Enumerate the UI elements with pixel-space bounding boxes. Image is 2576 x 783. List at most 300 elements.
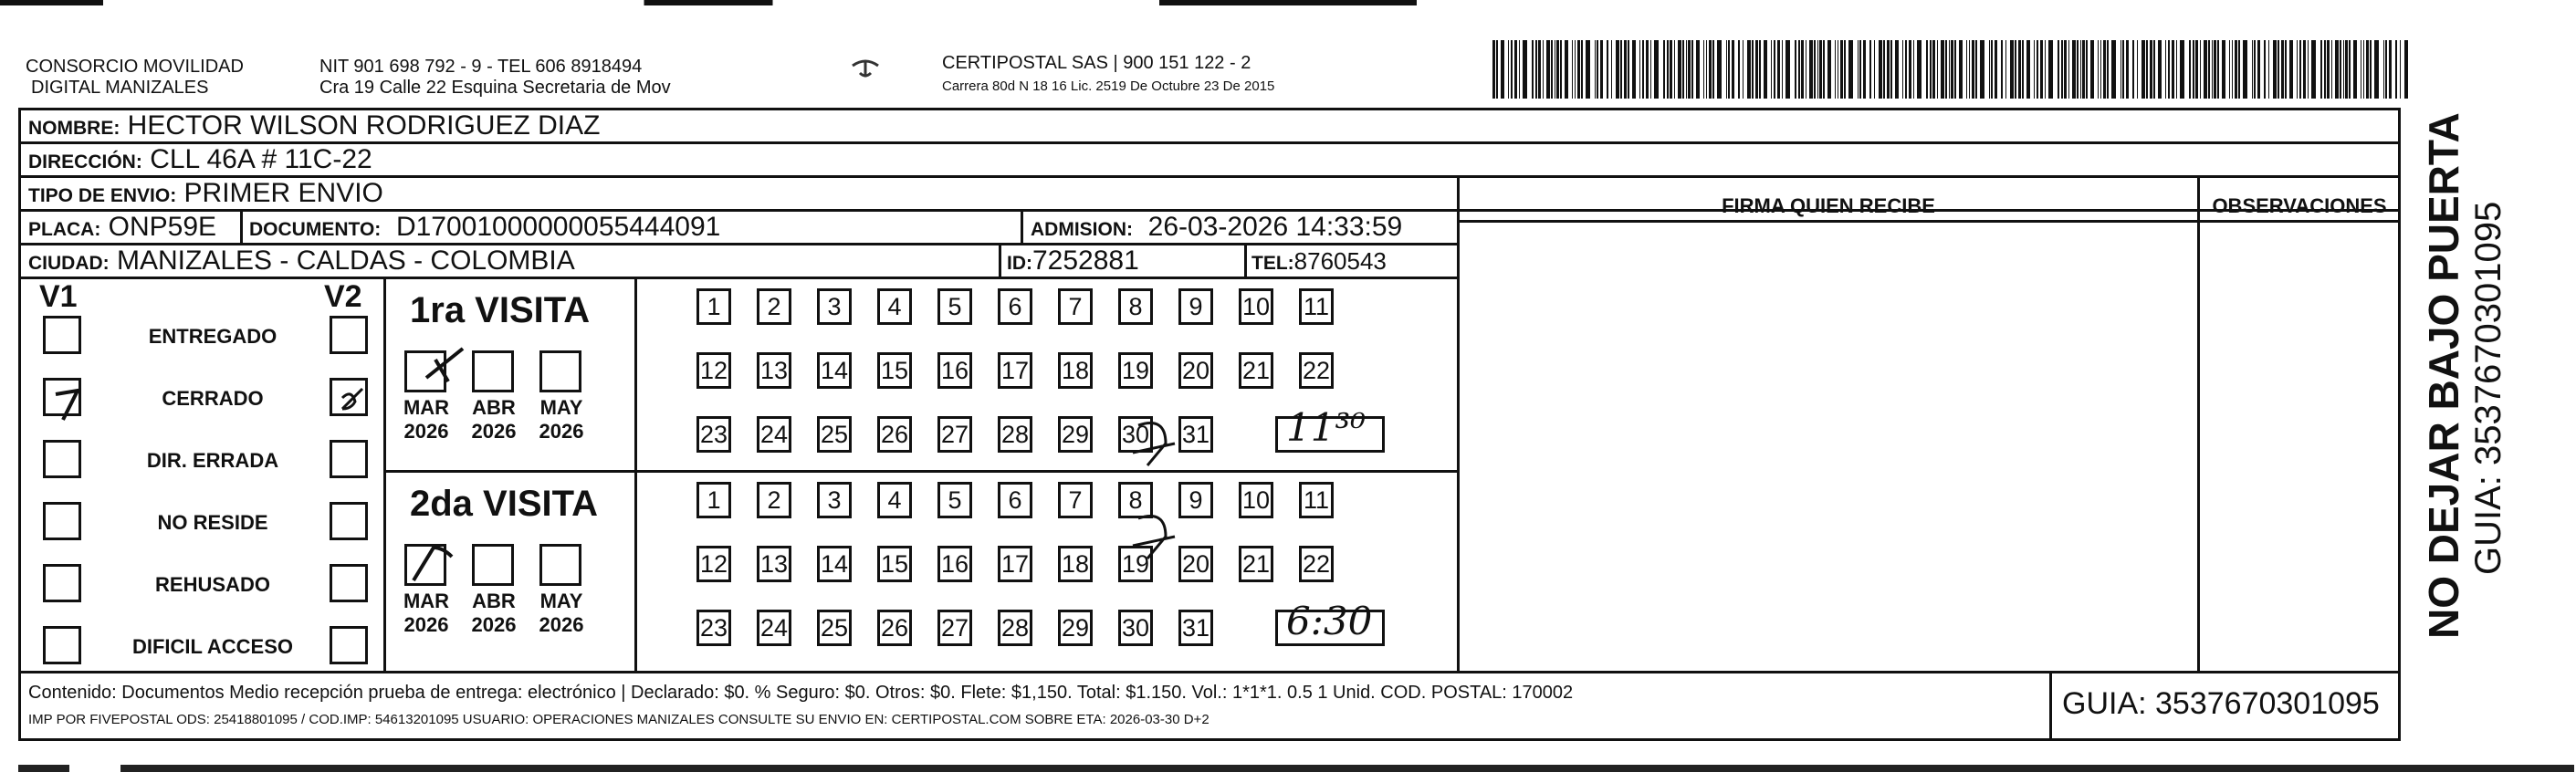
day-box[interactable]: 9 [1178, 288, 1213, 325]
barcode-bar [2353, 40, 2357, 99]
barcode-bar [1597, 40, 1598, 99]
barcode-bar [1607, 40, 1608, 99]
day-box[interactable]: 11 [1299, 482, 1334, 518]
barcode-bar [1581, 40, 1583, 99]
barcode-bar [1801, 40, 1804, 99]
day-box[interactable]: 21 [1239, 546, 1273, 582]
barcode-bar [1691, 40, 1693, 99]
tipo-value: PRIMER ENVIO [183, 178, 383, 208]
day-box[interactable]: 13 [757, 546, 791, 582]
status-option-label: ENTREGADO [148, 325, 277, 348]
day-box[interactable]: 4 [877, 482, 912, 518]
barcode-bar [2324, 40, 2326, 99]
barcode-bar [2243, 40, 2247, 99]
v1-label: V1 [39, 279, 78, 314]
row-placa: PLACA: ONP59E DOCUMENTO: D17001000000055444091 ADMISION: 26-03-2026 14:33:59 [21, 212, 1457, 245]
barcode-bar [1890, 40, 1892, 99]
admision-value: 26-03-2026 14:33:59 [1147, 212, 1403, 242]
barcode-bar [1917, 40, 1922, 99]
barcode-bar [2080, 40, 2081, 99]
barcode-bar [2058, 40, 2059, 99]
barcode-bar [2389, 40, 2392, 99]
day-box[interactable]: 9 [1178, 482, 1213, 518]
barcode-bar [2395, 40, 2397, 99]
day-box[interactable]: 23 [696, 416, 731, 453]
day-box[interactable]: 29 [1058, 610, 1093, 646]
day-box[interactable]: 17 [998, 546, 1032, 582]
day-box[interactable]: 24 [757, 610, 791, 646]
day-box[interactable]: 15 [877, 352, 912, 389]
barcode-bar [1556, 40, 1559, 99]
barcode-bar [1663, 40, 1665, 99]
vertical-warning [2419, 112, 2529, 639]
barcode-bar [2278, 40, 2279, 99]
firma-label: FIRMA QUIEN RECIBE [1722, 194, 1935, 217]
barcode-bar [2068, 40, 2069, 99]
barcode-bar [1616, 40, 1619, 99]
barcode-bar [1980, 40, 1984, 99]
barcode-bar [1774, 40, 1775, 99]
month-year: 2026 [403, 613, 449, 636]
barcode-bar [2037, 40, 2038, 99]
footer-guia: GUIA: 3537670301095 [2062, 686, 2380, 721]
day-box[interactable]: 18 [1058, 352, 1093, 389]
day-box[interactable]: 3 [817, 482, 852, 518]
documento-value: D17001000000055444091 [395, 212, 721, 242]
barcode-bar [2005, 40, 2006, 99]
day-box[interactable]: 20 [1178, 352, 1213, 389]
barcode-bar [2010, 40, 2014, 99]
barcode-bar [2340, 40, 2341, 99]
barcode-bar [2090, 40, 2094, 99]
day-box[interactable]: 20 [1178, 546, 1213, 582]
day-box[interactable]: 30 [1118, 416, 1153, 453]
day-box[interactable]: 7 [1058, 482, 1093, 518]
handwritten-month-mark [408, 535, 481, 594]
barcode-bar [1565, 40, 1568, 99]
observaciones-column [2197, 178, 2200, 671]
barcode-bar [1511, 40, 1513, 99]
day-box[interactable]: 6 [998, 482, 1032, 518]
barcode-bar [1709, 40, 1712, 99]
barcode-bar [1954, 40, 1956, 99]
month-label [399, 396, 454, 444]
handwritten-check-mark [54, 387, 81, 428]
barcode-bar [1532, 40, 1534, 99]
barcode-bar [1501, 40, 1504, 99]
barcode-bar [2086, 40, 2088, 99]
status-v2-checkbox[interactable] [330, 502, 368, 540]
ciudad-value: MANIZALES - CALDAS - COLOMBIA [117, 245, 575, 276]
no-dejar-text: NO DEJAR BAJO PUERTA [2420, 112, 2467, 639]
barcode-bar [1785, 40, 1790, 99]
barcode-bar [2374, 40, 2379, 99]
day-box[interactable]: 30 [1118, 610, 1153, 646]
barcode-bar [1743, 40, 1744, 99]
barcode-bar [2252, 40, 2253, 99]
day-box[interactable]: 3 [817, 288, 852, 325]
id-value: 7252881 [1032, 245, 1139, 276]
barcode-bar [1819, 40, 1822, 99]
barcode-bar [2026, 40, 2030, 99]
month-name: MAR [403, 590, 450, 612]
barcode-bar [2100, 40, 2101, 99]
handwritten-time: 6:30 [1286, 599, 1373, 643]
day-box[interactable]: 17 [998, 352, 1032, 389]
barcode-bar [2193, 40, 2194, 99]
barcode-bar [2132, 40, 2134, 99]
barcode-bar [2015, 40, 2016, 99]
vertical-guia-text: GUIA: 3537670301095 [2468, 201, 2508, 575]
barcode-bar [1728, 40, 1730, 99]
day-box[interactable]: 26 [877, 610, 912, 646]
barcode-bar [2001, 40, 2003, 99]
barcode-bar [2150, 40, 2152, 99]
status-v2-checkbox[interactable] [330, 440, 368, 478]
day-box[interactable]: 6 [998, 288, 1032, 325]
barcode-bar [2153, 40, 2155, 99]
barcode-bar [1777, 40, 1780, 99]
barcode-bar [2072, 40, 2076, 99]
day-box[interactable]: 28 [998, 416, 1032, 453]
barcode-bar [2363, 40, 2364, 99]
barcode-bar [1546, 40, 1550, 99]
barcode-bar [1496, 40, 1498, 99]
barcode-bar [1543, 40, 1544, 99]
barcode-bar [2232, 40, 2233, 99]
barcode-bar [2034, 40, 2035, 99]
barcode-bar [1840, 40, 1843, 99]
barcode-bar [1650, 40, 1651, 99]
company-nit: NIT 901 698 792 - 9 - TEL 606 8918494 Cra 19 Calle 22 Esquina Secretaria de Mov [319, 57, 671, 98]
handwritten-check-mark [339, 385, 366, 417]
handwritten-day-mark [1129, 509, 1193, 569]
form-frame [18, 108, 2401, 741]
status-v1-checkbox[interactable] [43, 626, 81, 664]
barcode-bar [1639, 40, 1640, 99]
barcode-bar [1628, 40, 1629, 99]
status-v2-checkbox[interactable] [330, 316, 368, 354]
bottom-torn-edge [18, 765, 2574, 772]
barcode-bar [2189, 40, 2191, 99]
barcode-bar [2229, 40, 2230, 99]
month-checkbox[interactable] [539, 350, 581, 392]
row-nombre: NOMBRE: HECTOR WILSON RODRIGUEZ DIAZ [21, 110, 2398, 144]
day-box[interactable]: 5 [937, 288, 972, 325]
status-block [21, 279, 386, 671]
barcode-bar [1959, 40, 1963, 99]
status-option-label: NO RESIDE [157, 511, 268, 534]
handwritten-month-mark [408, 341, 481, 401]
direccion-value: CLL 46A # 11C-22 [150, 144, 372, 174]
barcode-bar [1667, 40, 1669, 99]
day-box[interactable]: 16 [937, 546, 972, 582]
day-box[interactable]: 25 [817, 416, 852, 453]
barcode-bar [1848, 40, 1853, 99]
status-v2-checkbox[interactable] [330, 626, 368, 664]
barcode-bar [2285, 40, 2287, 99]
barcode-bar [1945, 40, 1947, 99]
barcode-bar [1654, 40, 1659, 99]
visit-2-block [386, 473, 1457, 671]
placa-value: ONP59E [108, 212, 217, 242]
barcode-bar [1817, 40, 1818, 99]
barcode-bar [1869, 40, 1871, 99]
barcode-bar [2257, 40, 2260, 99]
barcode-bar [1600, 40, 1603, 99]
barcode-bar [1712, 40, 1714, 99]
day-box[interactable]: 21 [1239, 352, 1273, 389]
day-box[interactable]: 23 [696, 610, 731, 646]
day-box[interactable]: 31 [1178, 610, 1213, 646]
barcode-bar [1703, 40, 1704, 99]
day-box[interactable]: 29 [1058, 416, 1093, 453]
barcode-bar [1560, 40, 1562, 99]
barcode-bar [2168, 40, 2170, 99]
barcode-bar [1859, 40, 1861, 99]
courier-address: Carrera 80d N 18 16 Lic. 2519 De Octubre 23 De 2015 [942, 78, 1275, 94]
barcode-bar [2126, 40, 2129, 99]
barcode-bar [1941, 40, 1944, 99]
barcode-bar [2254, 40, 2256, 99]
day-box[interactable]: 19 [1118, 546, 1153, 582]
handwritten-day-mark [1129, 416, 1193, 475]
month-year: 2026 [471, 613, 517, 636]
month-year: 2026 [471, 420, 517, 443]
day-box[interactable]: 27 [937, 416, 972, 453]
barcode-bar [1738, 40, 1740, 99]
barcode-bar [2048, 40, 2053, 99]
barcode-bar [2331, 40, 2332, 99]
barcode-bar [1538, 40, 1541, 99]
day-box[interactable]: 12 [696, 352, 731, 389]
month-name: MAY [539, 396, 583, 419]
barcode [1492, 40, 2405, 99]
month-year: 2026 [403, 420, 449, 443]
day-box[interactable]: 25 [817, 610, 852, 646]
footer [21, 671, 2398, 738]
visit-2-title: 2da VISITA [410, 484, 598, 524]
status-option-label: CERRADO [162, 387, 264, 410]
day-box[interactable]: 1 [696, 288, 731, 325]
day-box[interactable]: 13 [757, 352, 791, 389]
barcode-bar [1909, 40, 1911, 99]
company-name: CONSORCIO MOVILIDAD DIGITAL MANIZALES [26, 57, 244, 98]
day-box[interactable]: 8 [1118, 288, 1153, 325]
barcode-bar [1863, 40, 1866, 99]
day-box[interactable]: 10 [1239, 482, 1273, 518]
barcode-bar [2137, 40, 2138, 99]
barcode-bar [1949, 40, 1950, 99]
barcode-bar [1926, 40, 1928, 99]
day-box[interactable]: 31 [1178, 416, 1213, 453]
barcode-bar [1706, 40, 1707, 99]
barcode-bar [1966, 40, 1967, 99]
day-box[interactable]: 8 [1118, 482, 1153, 518]
barcode-bar [1995, 40, 1997, 99]
barcode-bar [1508, 40, 1509, 99]
courier-name: CERTIPOSTAL SAS | 900 151 122 - 2 [942, 53, 1251, 73]
barcode-bar [2141, 40, 2145, 99]
barcode-bar [2370, 40, 2372, 99]
barcode-bar [2308, 40, 2309, 99]
barcode-bar [1514, 40, 1517, 99]
barcode-bar [1642, 40, 1644, 99]
barcode-bar [1686, 40, 1687, 99]
barcode-bar [1759, 40, 1761, 99]
barcode-bar [2273, 40, 2277, 99]
barcode-bar [2281, 40, 2284, 99]
barcode-bar [2045, 40, 2046, 99]
day-box[interactable]: 11 [1299, 288, 1334, 325]
barcode-bar [2235, 40, 2237, 99]
barcode-bar [1883, 40, 1885, 99]
barcode-bar [1902, 40, 1903, 99]
barcode-bar [1771, 40, 1772, 99]
barcode-bar [1814, 40, 1816, 99]
barcode-bar [1519, 40, 1520, 99]
month-name: MAR [403, 396, 450, 419]
day-box[interactable]: 10 [1239, 288, 1273, 325]
barcode-bar [1991, 40, 1993, 99]
barcode-bar [2082, 40, 2085, 99]
barcode-bar [2212, 40, 2213, 99]
barcode-bar [2018, 40, 2021, 99]
barcode-bar [2064, 40, 2067, 99]
barcode-bar [1798, 40, 1800, 99]
barcode-bar [2146, 40, 2148, 99]
row-ciudad: CIUDAD: MANIZALES - CALDAS - COLOMBIA ID:7252881 TEL:8760543 [21, 245, 1457, 279]
status-v2-checkbox[interactable] [330, 564, 368, 602]
barcode-bar [2335, 40, 2339, 99]
barcode-bar [1930, 40, 1932, 99]
barcode-bar [1646, 40, 1649, 99]
day-box[interactable]: 27 [937, 610, 972, 646]
barcode-bar [2264, 40, 2266, 99]
barcode-bar [1969, 40, 1970, 99]
status-option-label: DIFICIL ACCESO [131, 635, 293, 658]
barcode-bar [2345, 40, 2348, 99]
barcode-bar [2289, 40, 2293, 99]
status-v1-checkbox[interactable] [43, 316, 81, 354]
barcode-bar [2098, 40, 2099, 99]
visit-1-title: 1ra VISITA [410, 290, 591, 330]
day-box[interactable]: 5 [937, 482, 972, 518]
month-label [399, 590, 454, 637]
day-box[interactable]: 22 [1299, 352, 1334, 389]
month-checkbox[interactable] [539, 544, 581, 586]
barcode-bar [2404, 40, 2408, 99]
footer-contenido: Contenido: Documentos Medio recepción prueba de entrega: electrónico | Declarado: $0. % Seguro: $0. Otros: $0. Flete: $1,150. Total: $1.150. Vol.: 1*1*1. 0.5 1 Unid. COD. POSTAL: 170002 [28, 683, 1574, 703]
status-v1-checkbox[interactable] [43, 502, 81, 540]
barcode-bar [1535, 40, 1537, 99]
barcode-bar [2383, 40, 2384, 99]
barcode-bar [1572, 40, 1573, 99]
barcode-bar [1551, 40, 1553, 99]
barcode-bar [2349, 40, 2351, 99]
barcode-bar [1764, 40, 1767, 99]
day-box[interactable]: 16 [937, 352, 972, 389]
barcode-bar [2022, 40, 2024, 99]
barcode-bar [2122, 40, 2124, 99]
month-label [466, 590, 521, 637]
barcode-bar [2268, 40, 2269, 99]
day-box[interactable]: 19 [1118, 352, 1153, 389]
visit-right-border [1457, 279, 1460, 671]
barcode-bar [2214, 40, 2216, 99]
day-box[interactable]: 7 [1058, 288, 1093, 325]
day-box[interactable]: 14 [817, 352, 852, 389]
day-box[interactable]: 12 [696, 546, 731, 582]
day-box[interactable]: 1 [696, 482, 731, 518]
barcode-bar [1887, 40, 1890, 99]
barcode-bar [2120, 40, 2121, 99]
day-box[interactable]: 14 [817, 546, 852, 582]
barcode-bar [2385, 40, 2387, 99]
barcode-bar [2297, 40, 2298, 99]
barcode-bar [1972, 40, 1974, 99]
row-direccion: DIRECCIÓN: CLL 46A # 11C-22 [21, 144, 2398, 178]
barcode-bar [1726, 40, 1727, 99]
barcode-bar [1827, 40, 1831, 99]
day-box[interactable]: 2 [757, 482, 791, 518]
barcode-bar [1688, 40, 1691, 99]
footer-imp: IMP POR FIVEPOSTAL ODS: 25418801095 / COD.IMP: 54613201095 USUARIO: OPERACIONES MANIZALES CONSULTE SU ENVIO EN: CERTIPOSTAL.COM SOBRE ETA: 2026-03-30 D+2 [28, 712, 1209, 727]
day-box[interactable]: 26 [877, 416, 912, 453]
month-year: 2026 [539, 420, 584, 443]
barcode-bar [1747, 40, 1751, 99]
barcode-bar [1717, 40, 1722, 99]
barcode-bar [2327, 40, 2330, 99]
barcode-bar [1835, 40, 1836, 99]
barcode-bar [2299, 40, 2301, 99]
barcode-bar [2111, 40, 2116, 99]
month-name: MAY [539, 590, 583, 612]
barcode-bar [1595, 40, 1596, 99]
barcode-bar [1879, 40, 1882, 99]
day-box[interactable]: 18 [1058, 546, 1093, 582]
day-box[interactable]: 24 [757, 416, 791, 453]
barcode-bar [2040, 40, 2043, 99]
barcode-bar [1874, 40, 1875, 99]
barcode-bar [2238, 40, 2240, 99]
barcode-bar [2158, 40, 2162, 99]
status-v1-checkbox[interactable] [43, 564, 81, 602]
nombre-value: HECTOR WILSON RODRIGUEZ DIAZ [127, 110, 601, 141]
barcode-bar [1492, 40, 1495, 99]
barcode-bar [2222, 40, 2225, 99]
status-v1-checkbox[interactable] [43, 440, 81, 478]
status-option-label: DIR. ERRADA [146, 449, 279, 472]
barcode-bar [1732, 40, 1734, 99]
day-box[interactable]: 22 [1299, 546, 1334, 582]
barcode-bar [2200, 40, 2201, 99]
barcode-bar [2172, 40, 2174, 99]
handwritten-time: 11³⁰ [1286, 405, 1367, 450]
barcode-bar [1932, 40, 1935, 99]
barcode-bar [1678, 40, 1681, 99]
day-box[interactable]: 15 [877, 546, 912, 582]
day-box[interactable]: 4 [877, 288, 912, 325]
barcode-bar [1682, 40, 1684, 99]
day-box[interactable]: 2 [757, 288, 791, 325]
barcode-bar [2107, 40, 2109, 99]
barcode-bar [1755, 40, 1758, 99]
day-box[interactable]: 28 [998, 610, 1032, 646]
barcode-bar [2103, 40, 2106, 99]
barcode-bar [1577, 40, 1580, 99]
barcode-bar [2208, 40, 2210, 99]
